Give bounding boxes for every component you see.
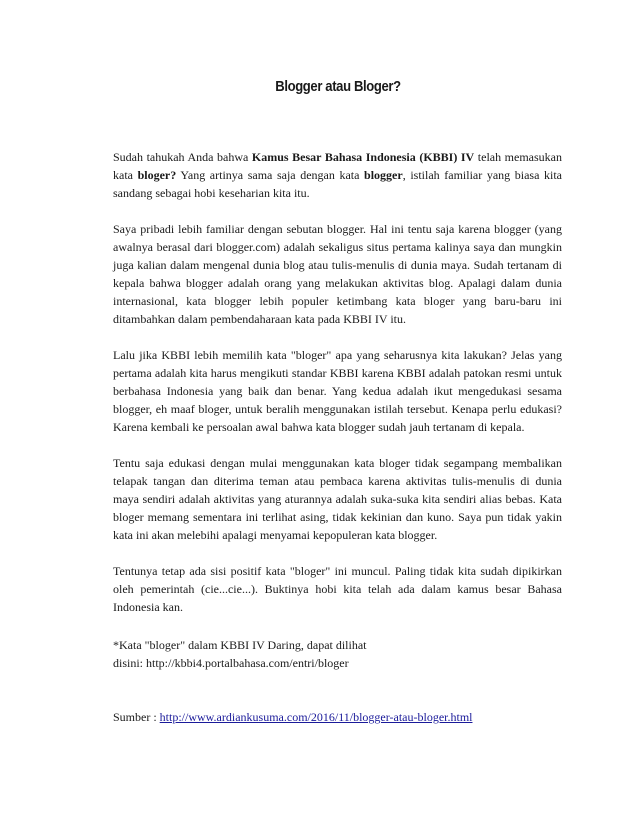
kbbi-bold: Kamus Besar Bahasa Indonesia (KBBI) IV bbox=[251, 150, 475, 164]
paragraph-1-text-b: telah memasukan kata bbox=[113, 150, 563, 182]
paragraph-3: Lalu jika KBBI lebih memilih kata "bloger" apa yang seharusnya kita lakukan? Jelas yang pertama adalah kita harus mengikuti standar KBBI karena KBBI adalah patokan resmi untuk berbahasa Indonesia yang baik dan benar. Yang kedua adalah ikut mengedukasi sesama blogger, eh maaf bloger, untuk beralih menggunakan istilah tersebut. Kenapa perlu edukasi? Karena kembali ke persoalan awal bahwa kata blogger sudah jauh tertanam di kepala. bbox=[113, 348, 562, 434]
source-link[interactable]: http://www.ardiankusuma.com/2016/11/blogger-atau-bloger.html bbox=[159, 710, 473, 724]
paragraph-1-text-a: Sudah tahukah Anda bahwa bbox=[113, 150, 252, 164]
source-line bbox=[113, 708, 562, 726]
paragraph-1-text-d: , istilah familiar yang biasa kita sandang sebagai hobi keseharian kita itu. bbox=[113, 168, 562, 200]
paragraph-2: Saya pribadi lebih familiar dengan sebutan blogger. Hal ini tentu saja karena blogger (yang awalnya berasal dari blogger.com) adalah sekaligus situs pertama kalinya saya dan mungkin juga kalian dalam mengenal dunia blog atau tulis-menulis di dunia maya. Sudah tertanam di kepala bahwa blogger adalah orang yang melakukan aktivitas blog. Apalagi dalam dunia internasional, kata blogger lebih populer ketimbang kata bloger yang baru-baru ini ditambahkan dalam pembendaharaan kata pada KBBI IV itu. bbox=[113, 222, 562, 326]
paragraph-4: Tentu saja edukasi dengan mulai menggunakan kata bloger tidak segampang membalikan telapak tangan dan diterima teman atau pembaca karena aktivitas tulis-menulis di dunia maya sendiri adalah aktivitas yang aturannya adalah suka-suka kita sendiri alias bebas. Kata bloger memang sementara ini terlihat asing, tidak kekinian dan kuno. Saya pun tidak yakin kata ini akan melebihi apalagi menyamai kepopuleran kata blogger. bbox=[113, 456, 562, 542]
footnote bbox=[113, 636, 562, 672]
paragraph-1-text-c: Yang artinya sama saja dengan kata bbox=[176, 168, 365, 182]
blogger-bold: blogger bbox=[364, 168, 403, 182]
document-title: Blogger atau Bloger? bbox=[275, 79, 401, 95]
paragraph-5: Tentunya tetap ada sisi positif kata "bloger" ini muncul. Paling tidak kita sudah dipikirkan oleh pemerintah (cie...cie...). Buktinya hobi kita telah ada dalam kamus besar Bahasa Indonesia kan. bbox=[113, 564, 562, 614]
footnote-line-1: *Kata "bloger" dalam KBBI IV Daring, dapat dilihat bbox=[113, 638, 367, 652]
source-label: Sumber : bbox=[113, 710, 160, 724]
bloger-bold: bloger? bbox=[137, 168, 177, 182]
footnote-line-2: disini: http://kbbi4.portalbahasa.com/entri/bloger bbox=[113, 656, 349, 670]
article-body bbox=[113, 148, 562, 744]
paragraph-1 bbox=[113, 148, 562, 202]
